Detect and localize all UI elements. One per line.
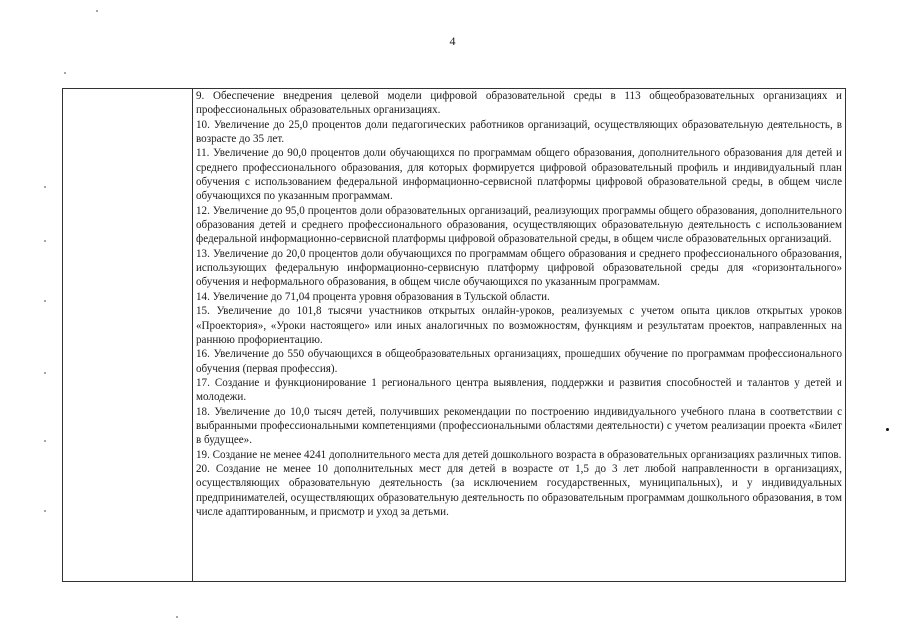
list-item: 12. Увеличение до 95,0 процентов доли образовательных организаций, реализующих программы общего образования, дополнительного образования детей и среднего профессионального образования, осуществляющих образовательную деятельность с использованием федеральной информационно-сервисной платформы цифровой образовательной среды, в общем числе образовательных организаций. [196, 204, 842, 246]
scan-speck [64, 72, 66, 74]
list-item: 11. Увеличение до 90,0 процентов доли обучающихся по программам общего образования, дополнительного образования для детей и среднего профессионального образования, для которых формируется цифровой образовательный профиль и индивидуальный план обучения с использованием федеральной информационно-сервисной платформы цифровой образовательной среды, в общем числе обучающихся по указанным программам. [196, 147, 842, 203]
scan-speck [96, 10, 98, 12]
list-item: 9. Обеспечение внедрения целевой модели цифровой образовательной среды в 113 общеобразовательных организациях и профессиональных образовательных организациях. [196, 90, 842, 117]
scan-speck [44, 510, 46, 512]
list-item: 19. Создание не менее 4241 дополнительного места для детей дошкольного возраста в образовательных организациях различных типов. [196, 448, 842, 461]
list-item: 14. Увеличение до 71,04 процента уровня образования в Тульской области. [196, 290, 550, 303]
scan-speck [44, 300, 46, 302]
scan-speck [44, 186, 46, 188]
list-item: 13. Увеличение до 20,0 процентов доли обучающихся по программам общего образования и среднего профессионального образования, использующих федеральную информационно-сервисную платформу цифровой образовательной среды для «горизонтального» обучения и неформального образования, в общем числе обучающихся по указанным программам. [196, 247, 842, 289]
list-item: 17. Создание и функционирование 1 регионального центра выявления, поддержки и развития способностей и талантов у детей и молодежи. [196, 376, 842, 404]
scan-speck [176, 616, 178, 618]
list-item: 10. Увеличение до 25,0 процентов доли педагогических работников организаций, осуществляющих образовательную деятельность, в возрасте до 35 лет. [196, 118, 842, 146]
empty-left-column [63, 89, 193, 581]
page-number: 4 [449, 34, 456, 48]
scan-speck [44, 440, 46, 442]
list-item: 15. Увеличение до 101,8 тысячи участников открытых онлайн-уроков, реализуемых с учетом опыта циклов открытых уроков «Проектория», «Уроки настоящего» или иных аналогичных по возможностям, функциям и результатам проектов, направленных на раннюю профориентацию. [196, 305, 842, 346]
list-item: 18. Увеличение до 10,0 тысяч детей, получивших рекомендации по построению индивидуального учебного плана в соответствии с выбранными профессиональными компетенциями (профессиональными областями деятельности) с учетом реализации проекта «Билет в будущее». [196, 405, 842, 447]
list-item: 16. Увеличение до 550 обучающихся в общеобразовательных организациях, прошедших обучение по программам профессионального обучения (первая профессия). [196, 348, 842, 375]
content-table [62, 88, 846, 582]
items-column [193, 89, 845, 581]
scan-dot [886, 428, 889, 431]
list-item: 20. Создание не менее 10 дополнительных мест для детей в возрасте от 1,5 до 3 лет любой направленности в организациях, осуществляющих образовательную деятельность (за исключением государственных, муниципальных), и у индивидуальных предпринимателей, осуществляющих образовательную деятельность по образовательным программам дошкольного образования, в том числе адаптированным, и присмотр и уход за детьми. [196, 462, 842, 518]
scan-speck [44, 372, 46, 374]
scan-speck [44, 240, 46, 242]
